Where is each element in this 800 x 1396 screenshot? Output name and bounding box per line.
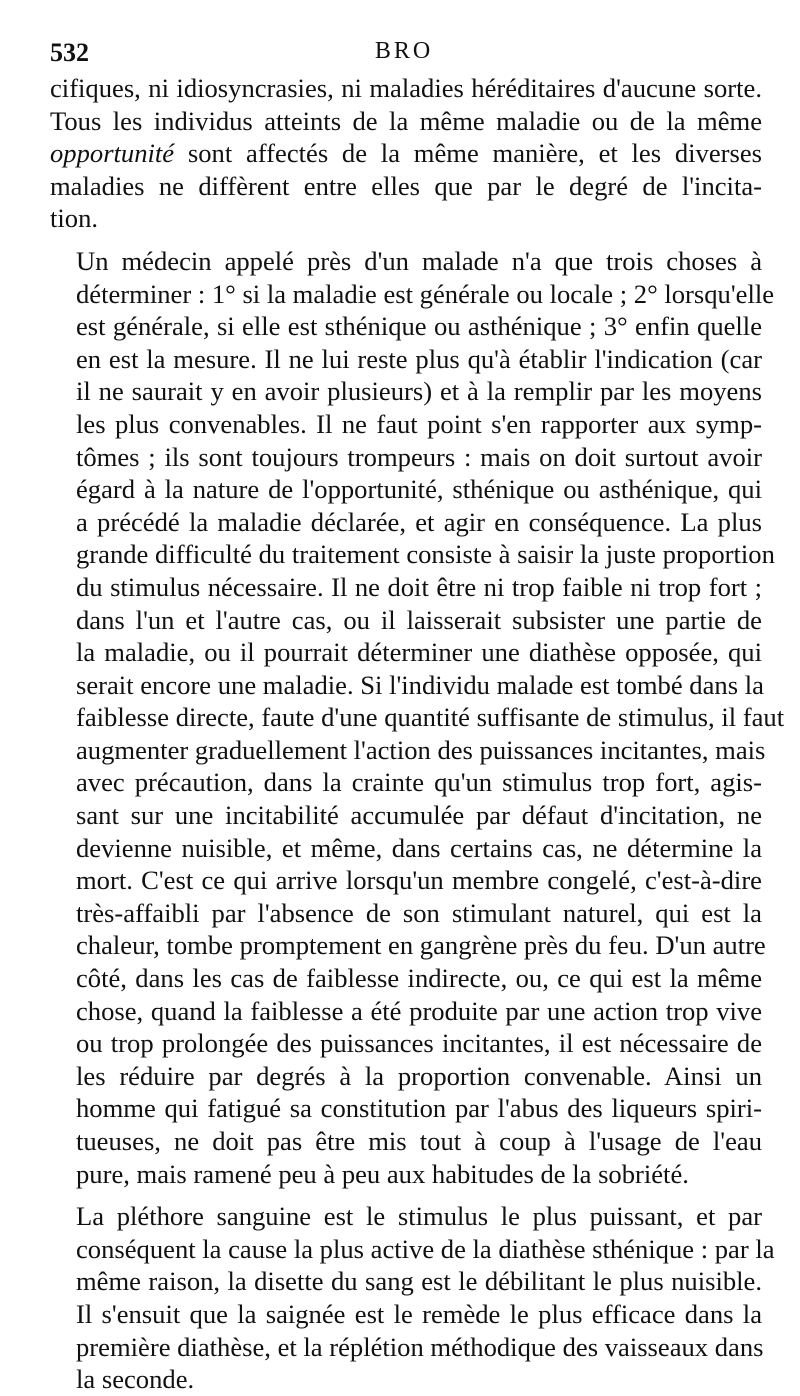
text-line: La pléthore sanguine est le stimulus le plus puissant, et par <box>76 1201 762 1232</box>
text-line: sant sur une incitabilité accumulée par défaut d'incitation, ne <box>76 800 762 831</box>
text-line <box>50 137 762 170</box>
text-line: chose, quand la faiblesse a été produite par une action trop vive <box>76 995 762 1026</box>
text-line: chaleur, tombe promptement en gangrène près du feu. D'un autre <box>76 930 766 961</box>
paragraph-2 <box>50 245 785 1190</box>
text-line: augmenter graduellement l'action des puissances incitantes, mais <box>76 734 766 765</box>
text-line: très-affaibli par l'absence de son stimulant naturel, qui est la <box>76 897 762 928</box>
text-line: est générale, si elle est sthénique ou asthénique ; 3° enfin quelle <box>76 311 762 342</box>
text-line: devienne nuisible, et même, dans certains cas, ne détermine la <box>76 832 762 863</box>
text-line: avec précaution, dans la crainte qu'un stimulus trop fort, agis- <box>76 767 762 798</box>
text-line: tueuses, ne doit pas être mis tout à coup à l'usage de l'eau <box>76 1126 762 1156</box>
text-line: pure, mais ramené peu à peu aux habitudes de la sobriété. <box>76 1158 689 1189</box>
text-line: la maladie, ou il pourrait déterminer une diathèse opposée, qui <box>76 637 762 668</box>
paragraph-1 <box>50 72 762 235</box>
text-line: les réduire par degrés à la proportion convenable. Ainsi un <box>76 1060 762 1091</box>
text-line: en est la mesure. Il ne lui reste plus qu'à établir l'indication (car <box>76 343 762 374</box>
text-line: la seconde. <box>76 1364 195 1395</box>
text-line: même raison, la disette du sang est le débilitant le plus nuisible. <box>76 1266 762 1297</box>
text-line: homme qui fatigué sa constitution par l'abus des liqueurs spiri- <box>76 1093 762 1124</box>
text-line: dans l'un et l'autre cas, ou il laisserait subsister une partie de <box>76 604 762 635</box>
text-line-rest: sont affectés de la même manière, et les diverses <box>174 138 762 169</box>
paragraph-3 <box>50 1200 775 1396</box>
text-line: Un médecin appelé près d'un malade n'a que trois choses à <box>76 245 762 276</box>
text-line: serait encore une maladie. Si l'individu malade est tombé dans la <box>76 669 764 700</box>
text-line: grande difficulté du traitement consiste à saisir la juste proportion <box>76 539 775 570</box>
text-line: côté, dans les cas de faiblesse indirecte, ou, ce qui est la même <box>76 963 762 994</box>
text-line: déterminer : 1° si la maladie est générale ou locale ; 2° lorsqu'elle <box>76 278 775 309</box>
text-line: tion. <box>50 203 99 234</box>
text-line: maladies ne diffèrent entre elles que par le degré de l'incita- <box>50 170 762 201</box>
running-title: BRO <box>374 38 434 64</box>
body-text <box>50 72 785 1396</box>
page-number: 532 <box>50 38 89 67</box>
text-line: ou trop prolongée des puissances incitantes, il est nécessaire de <box>76 1028 762 1059</box>
text-line: tômes ; ils sont toujours trompeurs : mais on doit surtout avoir <box>76 441 762 472</box>
text-line: Tous les individus atteints de la même maladie ou de la même <box>50 105 762 136</box>
text-line: mort. C'est ce qui arrive lorsqu'un membre congelé, c'est-à-dire <box>76 865 762 896</box>
text-line: première diathèse, et la réplétion méthodique des vaisseaux dans <box>76 1331 764 1362</box>
text-line: du stimulus nécessaire. Il ne doit être ni trop faible ni trop fort ; <box>76 571 762 602</box>
text-line: égard à la nature de l'opportunité, sthénique ou asthénique, qui <box>76 474 762 505</box>
text-line: faiblesse directe, faute d'une quantité suffisante de stimulus, il faut <box>76 702 785 733</box>
running-head <box>50 38 758 72</box>
text-line: il ne saurait y en avoir plusieurs) et à la remplir par les moyens <box>76 376 762 407</box>
text-line: Il s'ensuit que la saignée est le remède le plus efficace dans la <box>76 1298 762 1329</box>
text-line: cifiques, ni idiosyncrasies, ni maladies héréditaires d'aucune sorte. <box>50 73 762 103</box>
text-line: conséquent la cause la plus active de la diathèse sthénique : par la <box>76 1233 775 1264</box>
text-line: a précédé la maladie déclarée, et agir en conséquence. La plus <box>76 506 762 537</box>
emphasized-word: opportunité <box>50 138 175 169</box>
text-line: les plus convenables. Il ne faut point s'en rapporter aux symp- <box>76 408 762 439</box>
